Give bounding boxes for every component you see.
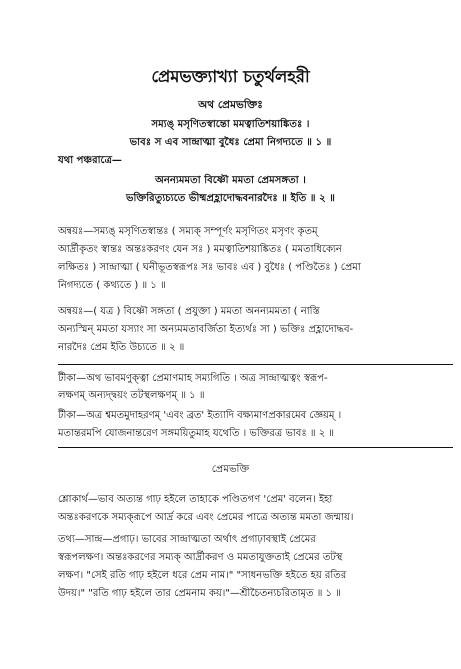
section-title: প্রেমভক্তি bbox=[211, 464, 250, 475]
shlokartha-line2: অন্তঃকরণকে সম্যক্‌রূপে আর্দ্র করে এবং প্রেমের পাত্রে অত্যন্ত মমতা জন্মায়। bbox=[58, 512, 354, 523]
verse1-line1: সম্যঙ্‌ মসৃণিতস্বান্তো মমত্বাতিশয়াঙ্কিতঃ । bbox=[151, 119, 310, 130]
tika2-line1: টীকা—অত্র শ্বমতমুদাহরণম্‌ 'এবং ব্রত' ইত্যাদি বক্ষ্যমাণপ্রকারমেব জ্ঞেয়ম্‌ । bbox=[58, 410, 342, 421]
source-citation: যথা পঞ্চরাত্রে— bbox=[58, 155, 122, 166]
anvaya1-line1: অন্বয়ঃ—সম্যঙ্‌ মসৃণিতস্বান্তঃ ( সম্যক্‌ সম্পূর্ণং মসৃণিতং মসৃণং কৃতম্‌ bbox=[58, 226, 318, 237]
anvaya1-line3: লক্ষিতঃ ) সান্দ্রাত্মা ( ঘনীভূতস্বরূপঃ সঃ ভাবঃ এব ) বুধৈঃ ( পণ্ডিতৈঃ ) প্রেমা bbox=[58, 262, 361, 273]
anvaya2-line3: নারদৈঃ প্রেম ইতি উচ্যতে ॥ ২ ॥ bbox=[58, 342, 185, 353]
divider-bottom bbox=[58, 447, 453, 448]
tika2-line2: মতান্তরমপি যোজনান্তরেণ সঙ্গময়িতুমাহ যথেতি । ভক্তিরত্র ভাবঃ ॥ ২ ॥ bbox=[58, 428, 335, 439]
divider-top bbox=[58, 364, 453, 365]
verse2-line2: ভক্তিরিত্যুচ্যতে ভীষ্মপ্রহ্লাদোদ্ধবনারদৈঃ ॥ ইতি ॥ ২ ॥ bbox=[125, 193, 336, 204]
tika1-line1: টীকা—অথ ভাবমণুক্ত্বা প্রেমাণমাহ সম্যগিতি । অত্র সান্দ্রাত্মত্বং স্বরূপ- bbox=[58, 373, 328, 384]
tathya-line2: স্বরূপলক্ষণ। অন্তঃকরণের সম্যক্‌ আর্দ্রীকরণ ও মমতাযুক্ততাই প্রেমের তটস্থ bbox=[58, 552, 343, 563]
anvaya1-line2: আর্দ্রীকৃতং স্বান্তঃ অন্তঃকরণং যেন সঃ ) মমত্বাতিশয়াঙ্কিতঃ ( মমতাধিক্যেন bbox=[58, 244, 342, 255]
chapter-title: প্রেমভক্ত্যাখ্যা চতুর্থলহরী bbox=[151, 67, 310, 86]
shlokartha-line1: শ্লোকার্থ—ভাব অত্যন্ত গাঢ় হইলে তাহাকে পণ্ডিতগণ 'প্রেম' বলেন। ইহা bbox=[58, 494, 333, 505]
tathya-line4: উদয়।" "রতি গাঢ় হইলে তার প্রেমনাম কয়।"—শ্রীচৈতন্যচরিতামৃত ॥ ১ ॥ bbox=[58, 588, 341, 599]
anvaya1-line4: নিগদ্যতে ( কথ্যতে ) ॥ ১ ॥ bbox=[58, 280, 166, 291]
verse1-line2: ভাবঃ স এব সান্দ্রাত্মা বুধৈঃ প্রেমা নিগদ্যতে ॥ ১ ॥ bbox=[129, 137, 332, 148]
anvaya2-line2: অন্যস্মিন্‌ মমতা যস্যাং সা অন্যমমতাবর্জিতা ইত্যর্থঃ সা ) ভক্তিঃ প্রহ্লাদোদ্ধব- bbox=[58, 324, 354, 335]
anvaya2-line1: অন্বয়ঃ—( যত্র ) বিষ্ণৌ সঙ্গতা ( প্রযুক্তা ) মমতা অনন্যমমতা ( নাস্তি bbox=[58, 306, 320, 317]
tika1-line2: লক্ষণম্‌ অন্যদ্দ্বয়ং তটস্থলক্ষণম্‌ ॥ ১ ॥ bbox=[58, 390, 205, 401]
tathya-line3: লক্ষণ। "সেই রতি গাঢ় হইলে ধরে প্রেম নাম।" "সাধনভক্তি হইতে হয় রতির bbox=[58, 570, 347, 581]
tathya-line1: তথ্য—সান্দ্র—প্রগাঢ়। ভাবের সান্দ্রাত্মতা অর্থাৎ প্রগাঢ়াবস্থাই প্রেমের bbox=[58, 534, 316, 545]
verse2-line1: অনন্যমমতা বিষ্ণৌ মমতা প্রেমসঙ্গতা । bbox=[155, 175, 306, 186]
subheading: অথ প্রেমভক্তিঃ bbox=[198, 98, 263, 111]
